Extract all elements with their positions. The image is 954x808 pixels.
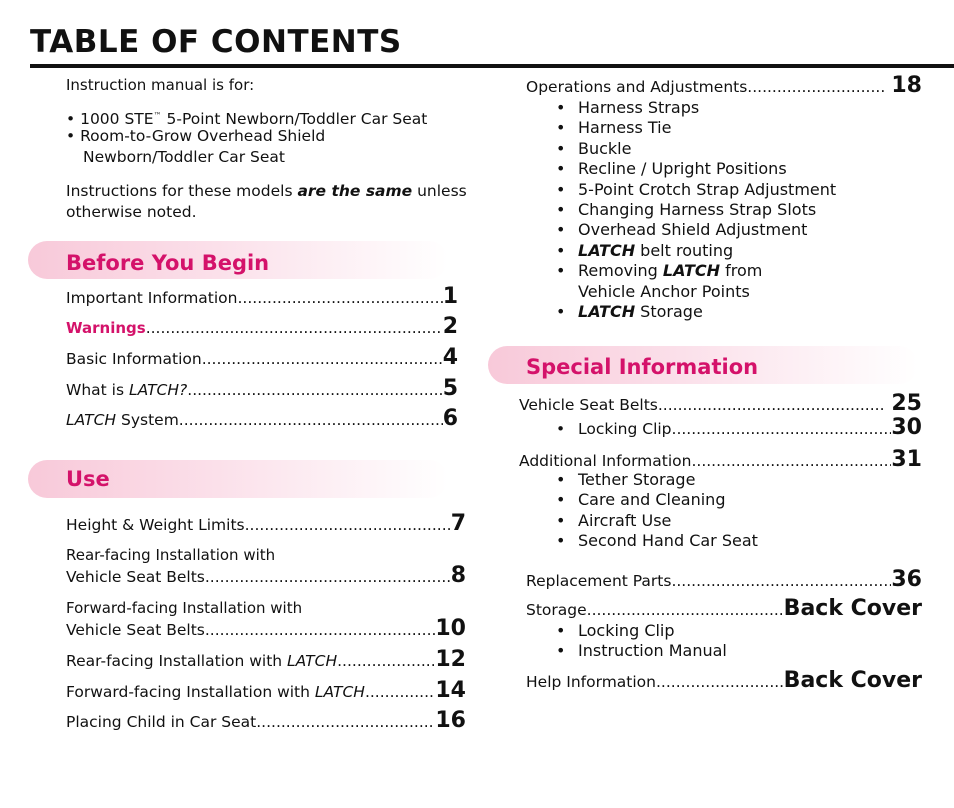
toc-row[interactable]: Vehicle Seat Belts ..... 8 xyxy=(66,565,466,587)
toc-row[interactable]: Vehicle Seat Belts ..... 10 xyxy=(66,618,466,640)
list-item: • Aircraft Use xyxy=(556,510,672,530)
list-item: • Care and Cleaning xyxy=(556,490,726,510)
toc-row[interactable]: Replacement Parts ..... 36 xyxy=(526,569,922,591)
toc-label-line1: Rear-facing Installation with xyxy=(66,546,276,564)
intro-model-2: • Room-to-Grow Overhead Shield xyxy=(66,127,326,145)
list-item: • Buckle xyxy=(556,138,632,158)
toc-row[interactable]: Forward-facing Installation with LATCH ..... 14 xyxy=(66,680,466,702)
section-title-before: Before You Begin xyxy=(66,251,270,275)
toc-row[interactable]: Help Information ..... Back Cover xyxy=(526,670,922,692)
storage-bullet-list xyxy=(556,621,727,662)
additional-bullet-list xyxy=(556,470,758,552)
toc-row[interactable]: What is LATCH? ..... 5 xyxy=(66,378,458,400)
title-rule xyxy=(30,64,954,68)
list-item: • Second Hand Car Seat xyxy=(556,531,758,551)
list-item: • Recline / Upright Positions xyxy=(556,159,787,179)
section-title-use: Use xyxy=(66,467,110,491)
list-item: • Harness Straps xyxy=(556,98,700,117)
toc-row[interactable]: Vehicle Seat Belts ..... 25 xyxy=(519,393,922,415)
list-item: • 5-Point Crotch Strap Adjustment xyxy=(556,179,837,199)
intro-same-note-line2: otherwise noted. xyxy=(66,203,197,221)
toc-row[interactable]: Placing Child in Car Seat ..... 16 xyxy=(66,710,466,732)
ops-bullet-list xyxy=(556,98,836,322)
toc-label-line1: Forward-facing Installation with xyxy=(66,599,303,617)
list-item: • LATCH belt routing xyxy=(556,240,734,260)
list-item: • Overhead Shield Adjustment xyxy=(556,220,808,240)
toc-row[interactable]: Important Information ..... 1 xyxy=(66,286,458,308)
toc-row[interactable]: Additional Information ..... 31 xyxy=(519,449,922,471)
toc-row[interactable]: • Locking Clip ..... 30 xyxy=(556,417,922,439)
list-item: • Changing Harness Strap Slots xyxy=(556,200,817,220)
intro-same-note: Instructions for these models are the same unless xyxy=(66,182,467,200)
toc-row[interactable]: Height & Weight Limits ..... 7 xyxy=(66,513,466,535)
intro-model-2-line2: Newborn/Toddler Car Seat xyxy=(83,148,285,166)
toc-row[interactable]: Warnings ..... 2 xyxy=(66,316,458,338)
toc-row[interactable]: Operations and Adjustments ..... 18 xyxy=(526,75,922,97)
list-item: Vehicle Anchor Points xyxy=(578,281,750,301)
page-title: TABLE OF CONTENTS xyxy=(30,24,402,60)
intro-manual-for: Instruction manual is for: xyxy=(66,76,255,94)
toc-row[interactable]: Storage ..... Back Cover xyxy=(526,598,922,620)
list-item: • Harness Tie xyxy=(556,118,672,138)
list-item: • Locking Clip xyxy=(556,621,675,640)
list-item: • LATCH Storage xyxy=(556,302,703,322)
section-title-special: Special Information xyxy=(526,355,759,379)
toc-row[interactable]: Basic Information ..... 4 xyxy=(66,347,458,369)
toc-row[interactable]: Rear-facing Installation with LATCH ..... 12 xyxy=(66,649,466,671)
toc-row[interactable]: LATCH System ..... 6 xyxy=(66,408,458,430)
list-item: • Removing LATCH from xyxy=(556,261,763,281)
list-item: • Tether Storage xyxy=(556,470,696,489)
list-item: • Instruction Manual xyxy=(556,641,727,661)
intro-model-1: • 1000 STE™ 5-Point Newborn/Toddler Car Seat xyxy=(66,110,428,129)
